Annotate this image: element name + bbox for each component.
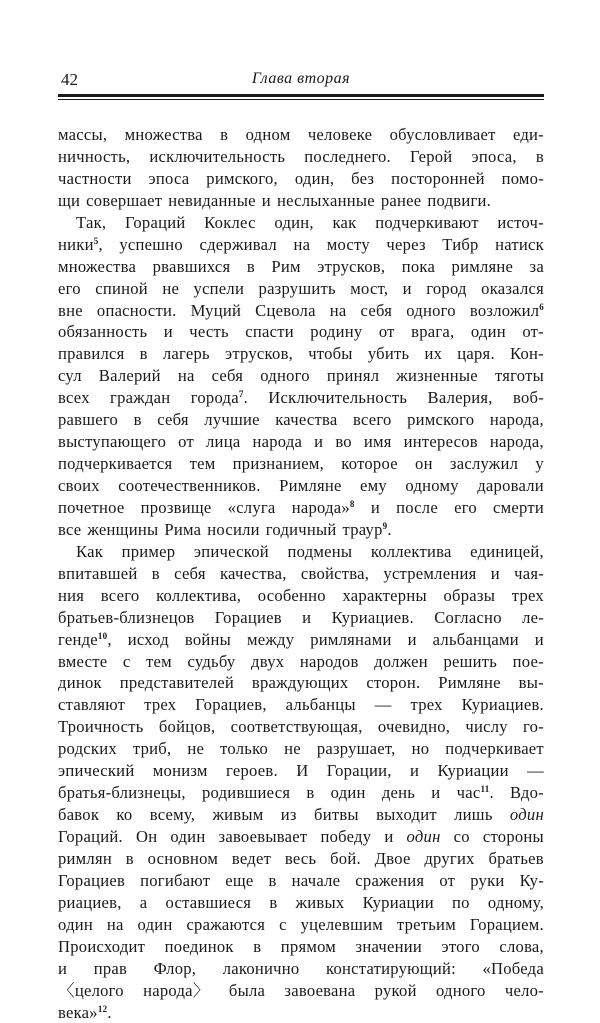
text-line: щи совершает невиданные и неслыханные ранее подвиги.: [58, 190, 544, 212]
text-line: всех граждан города$^7$. Исключительность Валерия, воб-: [58, 387, 544, 409]
text-line: правился в лагерь этрусков, чтобы убить их царя. Кон-: [58, 343, 544, 365]
header-rule-thin: [58, 99, 544, 100]
text-line: ния всего коллектива, особенно характерны образы трех: [58, 585, 544, 607]
text-line: Троичность бойцов, соответствующая, очевидно, числу го-: [58, 716, 544, 738]
text-line: Так, Гораций Коклес один, как подчеркивают источ-: [58, 212, 544, 234]
book-page: [58, 70, 544, 1023]
header-rule-thick: [58, 94, 544, 97]
page-header: [58, 70, 544, 94]
text-line: впитавшей в себя качества, свойства, устремления и чая-: [58, 563, 544, 585]
text-line: своих соотечественников. Римляне ему одному даровали: [58, 475, 544, 497]
text-line: ставляют трех Горациев, альбанцы — трех Куриациев.: [58, 694, 544, 716]
text-line: риациев, а оставшиеся в живых Куриации по одному,: [58, 892, 544, 914]
text-line: века»$^{12}$.: [58, 1002, 544, 1023]
text-line: один на один сражаются с уцелевшим третьим Горацием.: [58, 914, 544, 936]
text-line: Как пример эпической подмены коллектива единицей,: [58, 541, 544, 563]
text-line: ники$^5$, успешно сдерживал на мосту через Тибр натиск: [58, 234, 544, 256]
text-line: множества рвавшихся в Рим этрусков, пока римляне за: [58, 256, 544, 278]
page-number: 42: [61, 70, 78, 90]
text-line: братья-близнецы, родившиеся в один день и час$^{11}$. Вдо-: [58, 782, 544, 804]
text-line: все женщины Рима носили годичный траур$^9$.: [58, 519, 544, 541]
text-line: подчеркивается тем признанием, которое он заслужил у: [58, 453, 544, 475]
text-line: Горациев погибают еще в начале сражения от руки Ку-: [58, 870, 544, 892]
text-line: и прав Флор, лаконично констатирующий: «Победа: [58, 958, 544, 980]
text-line: частности эпоса римского, один, без посторонней помо-: [58, 168, 544, 190]
body-text: [58, 124, 544, 1023]
text-line: братьев-близнецов Горациев и Куриациев. Согласно ле-: [58, 607, 544, 629]
text-line: его спиной не успели разрушить мост, и город оказался: [58, 278, 544, 300]
text-line: почетное прозвище «слуга народа»$^8$ и после его смерти: [58, 497, 544, 519]
text-line: вместе с тем судьбу двух народов должен решить пое-: [58, 651, 544, 673]
text-line: 〈целого народа〉 была завоевана рукой одного чело-: [58, 980, 544, 1002]
text-line: ничность, исключительность последнего. Герой эпоса, в: [58, 146, 544, 168]
running-head: Глава вторая: [58, 70, 544, 88]
text-line: сул Валерий на себя одного принял жизненные тяготы: [58, 365, 544, 387]
text-line: бавок ко всему, живым из битвы выходит лишь один: [58, 804, 544, 826]
text-line: родских триб, не только не разрушает, но подчеркивает: [58, 738, 544, 760]
text-line: динок представителей враждующих сторон. Римляне вы-: [58, 672, 544, 694]
text-line: генде$^{10}$, исход войны между римлянами и альбанцами и: [58, 629, 544, 651]
text-line: обязанность и честь спасти родину от врага, один от-: [58, 321, 544, 343]
text-line: Происходит поединок в прямом значении этого слова,: [58, 936, 544, 958]
text-line: Гораций. Он один завоевывает победу и один со стороны: [58, 826, 544, 848]
text-line: вне опасности. Муций Сцевола на себя одного возложил$^6$: [58, 300, 544, 322]
text-line: римлян в основном ведет весь бой. Двое других братьев: [58, 848, 544, 870]
text-line: выступающего от лица народа и во имя интересов народа,: [58, 431, 544, 453]
text-line: массы, множества в одном человеке обусловливает еди-: [58, 124, 544, 146]
text-line: эпический монизм героев. И Горации, и Куриации —: [58, 760, 544, 782]
text-line: равшего в себя лучшие качества всего римского народа,: [58, 409, 544, 431]
